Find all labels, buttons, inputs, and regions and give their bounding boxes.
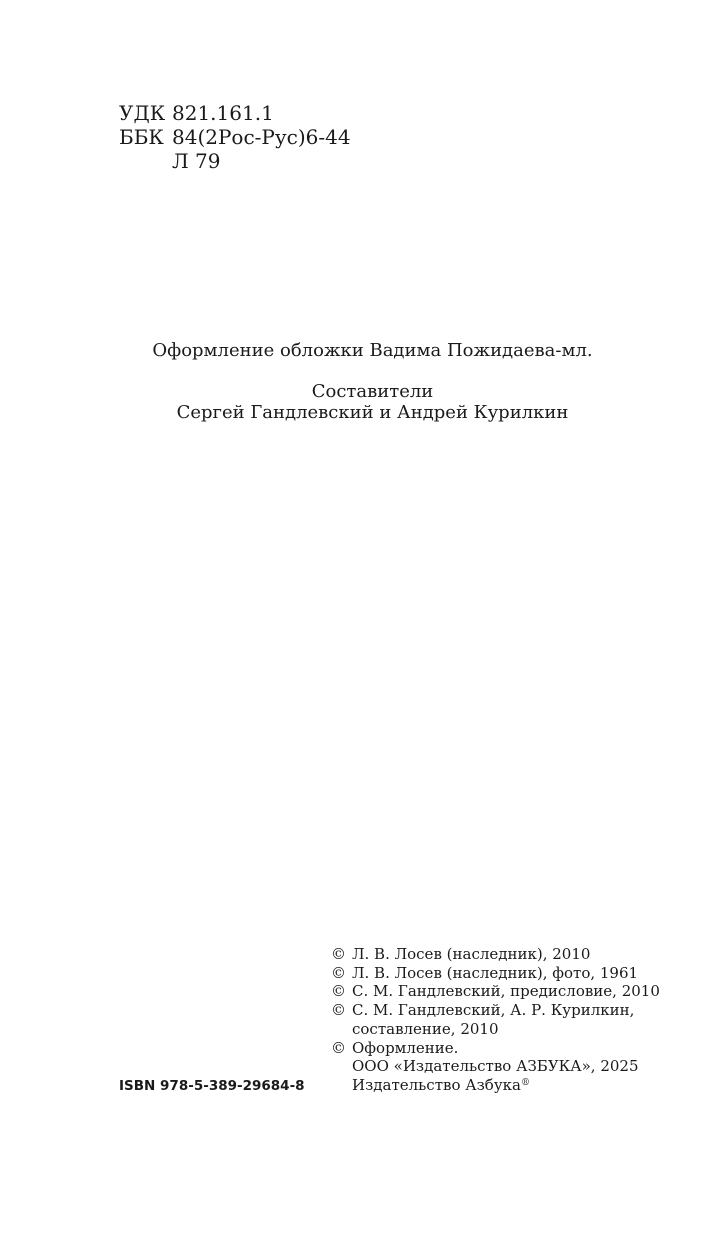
copyright-text: С. М. Гандлевский, предисловие, 2010	[352, 982, 660, 1001]
copyright-item	[331, 945, 660, 964]
copyright-text: Л. В. Лосев (наследник), фото, 1961	[352, 963, 639, 982]
copyright-continuation: ООО «Издательство АЗБУКА», 2025	[352, 1057, 639, 1076]
copyright-icon: ©	[331, 1038, 346, 1057]
copyright-item	[331, 964, 660, 983]
udk-label: УДК	[119, 101, 166, 125]
bbk-value: 84(2Рос-Рус)6-44	[172, 125, 351, 149]
copyright-icon: ©	[331, 1001, 346, 1020]
compilers-heading: Составители	[311, 381, 434, 402]
copyright-text: Л. В. Лосев (наследник), 2010	[352, 945, 591, 963]
copyright-icon: ©	[331, 982, 346, 1001]
cover-design-credit: Оформление обложки Вадима Пожидаева-мл.	[152, 340, 593, 361]
udk-row	[119, 101, 351, 125]
copyright-text: С. М. Гандлевский, А. Р. Курилкин,	[352, 1001, 635, 1020]
copyright-item	[331, 1001, 660, 1020]
author-mark-row	[119, 149, 351, 173]
isbn: ISBN 978-5-389-29684-8	[119, 1078, 305, 1094]
publisher-name: Издательство Азбука	[352, 1075, 521, 1094]
copyright-item	[331, 982, 660, 1001]
compilers-names: Сергей Гандлевский и Андрей Курилкин	[176, 402, 569, 423]
bbk-label: ББК	[119, 125, 164, 149]
classification-block	[119, 101, 351, 173]
copyright-continuation: составление, 2010	[352, 1019, 499, 1038]
publisher-trademark	[331, 1076, 660, 1095]
compilers-block	[0, 381, 709, 423]
copyright-icon: ©	[331, 945, 346, 963]
author-mark: Л 79	[172, 149, 221, 173]
bbk-row	[119, 125, 351, 149]
copyright-block	[331, 945, 660, 1095]
registered-mark-icon: ®	[520, 1077, 530, 1088]
udk-value: 821.161.1	[172, 101, 274, 125]
copyright-item	[331, 1039, 660, 1058]
copyright-icon: ©	[331, 963, 346, 982]
copyright-text: Оформление.	[352, 1038, 459, 1057]
